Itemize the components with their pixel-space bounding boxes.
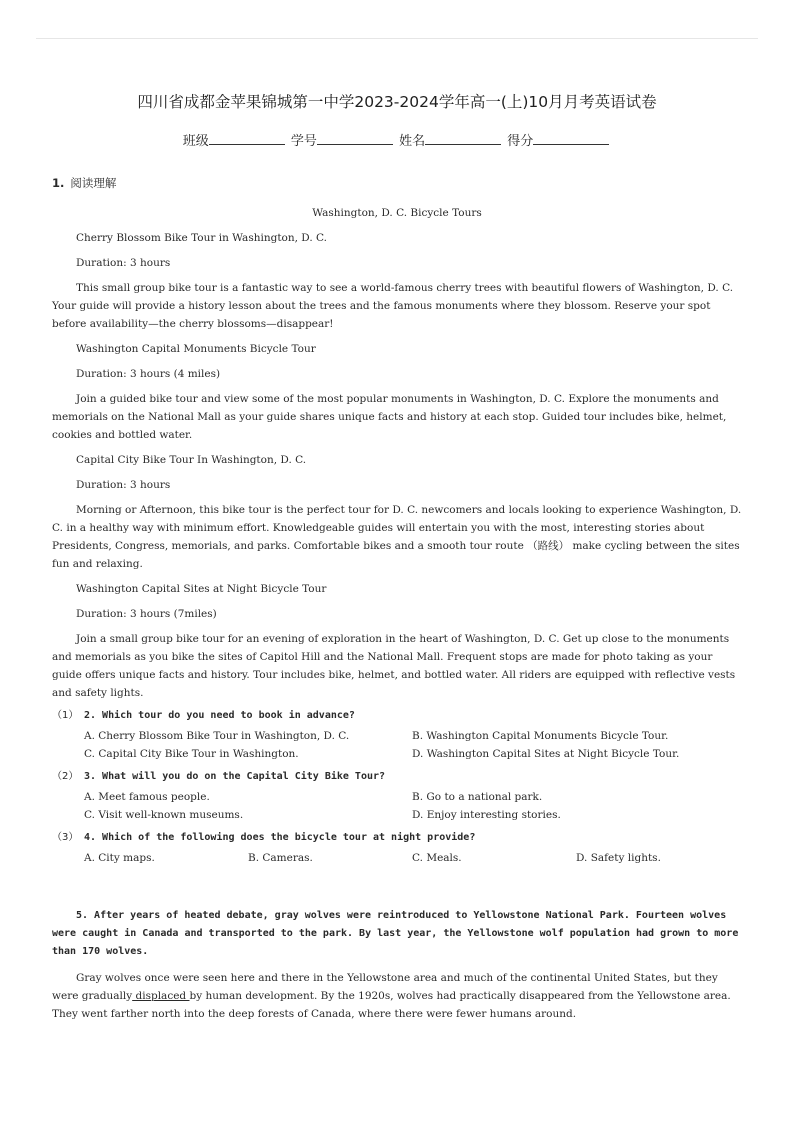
question-1-number: 1.	[52, 176, 65, 190]
option-d[interactable]: D. Enjoy interesting stories.	[412, 809, 561, 821]
option-a[interactable]: A. Cherry Blossom Bike Tour in Washington, D. C.	[84, 730, 350, 742]
sub-question-3	[52, 832, 742, 843]
student-info-row	[52, 130, 742, 149]
student-id-blank[interactable]	[317, 132, 393, 145]
top-divider	[36, 38, 758, 39]
tour-2-duration: Duration: 3 hours (4 miles)	[76, 368, 221, 380]
question-5-intro	[52, 907, 742, 961]
paragraph-1-text-after: by human development. By the 1920s, wolves had practically disappeared from the Yellowstone area. They went farther north into the deep forests of Canada, where there were fewer humans around.	[52, 990, 731, 1020]
sub-question-3-number: （3）	[52, 832, 79, 843]
option-a[interactable]: A. Meet famous people.	[84, 791, 210, 803]
question-1-type: 阅读理解	[70, 176, 117, 190]
tour-3-duration: Duration: 3 hours	[76, 479, 171, 491]
tour-4-name: Washington Capital Sites at Night Bicycle Tour	[76, 583, 327, 595]
question-5-intro-text: 5. After years of heated debate, gray wolves were reintroduced to Yellowstone National Park. Fourteen wolves were caught in Canada and transported to the park. By last year, the Yellowstone wolf population had grown to more than 170 wolves.	[52, 910, 739, 957]
class-blank[interactable]	[209, 132, 285, 145]
tour-1-description: This small group bike tour is a fantastic way to see a world-famous cherry trees with beautiful flowers of Washington, D. C. Your guide will provide a history lesson about the trees and the famous monuments where they blossom. Reserve your spot before availability—the cherry blossoms—disappear!	[52, 282, 734, 330]
tour-3-name: Capital City Bike Tour In Washington, D. C.	[76, 454, 307, 466]
sub-question-2-number: （2）	[52, 771, 79, 782]
option-c[interactable]: C. Visit well-known museums.	[84, 809, 244, 821]
tour-4-duration: Duration: 3 hours (7miles)	[76, 608, 217, 620]
option-d[interactable]: D. Safety lights.	[576, 852, 661, 864]
option-b[interactable]: B. Washington Capital Monuments Bicycle Tour.	[412, 730, 669, 742]
option-c[interactable]: C. Meals.	[412, 852, 462, 864]
passage-title: Washington, D. C. Bicycle Tours	[312, 207, 482, 219]
tour-2-name: Washington Capital Monuments Bicycle Tour	[76, 343, 316, 355]
score-blank[interactable]	[533, 132, 609, 145]
sub-question-3-options	[52, 849, 742, 867]
tour-2-description: Join a guided bike tour and view some of the most popular monuments in Washington, D. C. Explore the monuments and memorials on the National Mall as your guide shares unique facts and history at each stop. Guided tour includes bike, helmet, cookies and bottled water.	[52, 393, 727, 441]
sub-question-1-options	[52, 727, 742, 763]
underlined-word-displaced: displaced	[132, 990, 190, 1002]
exam-page	[52, 90, 742, 1030]
option-b[interactable]: B. Go to a national park.	[412, 791, 543, 803]
sub-question-1-stem: 2. Which tour do you need to book in advance?	[84, 710, 355, 721]
sub-question-1	[52, 710, 742, 721]
option-b[interactable]: B. Cameras.	[248, 852, 313, 864]
class-label: 班级	[182, 134, 209, 149]
sub-question-2-stem: 3. What will you do on the Capital City Bike Tour?	[84, 771, 386, 782]
question-1-header	[52, 175, 742, 191]
question-5-paragraph-1	[52, 969, 742, 1023]
tour-1-duration: Duration: 3 hours	[76, 257, 171, 269]
paragraph-1-text-before: Gray wolves once were seen here and there in the Yellowstone area and much of the continental United States, but they were gradually	[52, 972, 718, 1002]
sub-question-3-stem: 4. Which of the following does the bicycle tour at night provide?	[84, 832, 476, 843]
name-label: 姓名	[399, 134, 426, 149]
sub-question-1-number: （1）	[52, 710, 79, 721]
tour-3-description: Morning or Afternoon, this bike tour is the perfect tour for D. C. newcomers and locals looking to experience Washington, D. C. in a healthy way with minimum effort. Knowledgeable guides will entertain you with the most, interesting stories about Presidents, Congress, memorials, and parks. Comfortable bikes and a smooth tour route （路线） make cycling between the sites fun and relaxing.	[52, 504, 742, 570]
page-title: 四川省成都金苹果锦城第一中学2023-2024学年高一(上)10月月考英语试卷	[137, 93, 657, 111]
option-a[interactable]: A. City maps.	[84, 852, 155, 864]
tour-4-description: Join a small group bike tour for an evening of exploration in the heart of Washington, D. C. Get up close to the monuments and memorials as you bike the sites of Capitol Hill and the National Mall. Frequent stops are made for photo taking as your guide offers unique facts and history. Tour includes bike, helmet, and bottled water. All riders are equipped with reflective vests and safety lights.	[52, 633, 736, 699]
option-c[interactable]: C. Capital City Bike Tour in Washington.	[84, 748, 299, 760]
sub-question-2-options	[52, 788, 742, 824]
tour-1-name: Cherry Blossom Bike Tour in Washington, D. C.	[76, 232, 328, 244]
score-label: 得分	[507, 134, 534, 149]
name-blank[interactable]	[425, 132, 501, 145]
option-d[interactable]: D. Washington Capital Sites at Night Bicycle Tour.	[412, 748, 680, 760]
sub-question-2	[52, 771, 742, 782]
student-id-label: 学号	[290, 134, 317, 149]
